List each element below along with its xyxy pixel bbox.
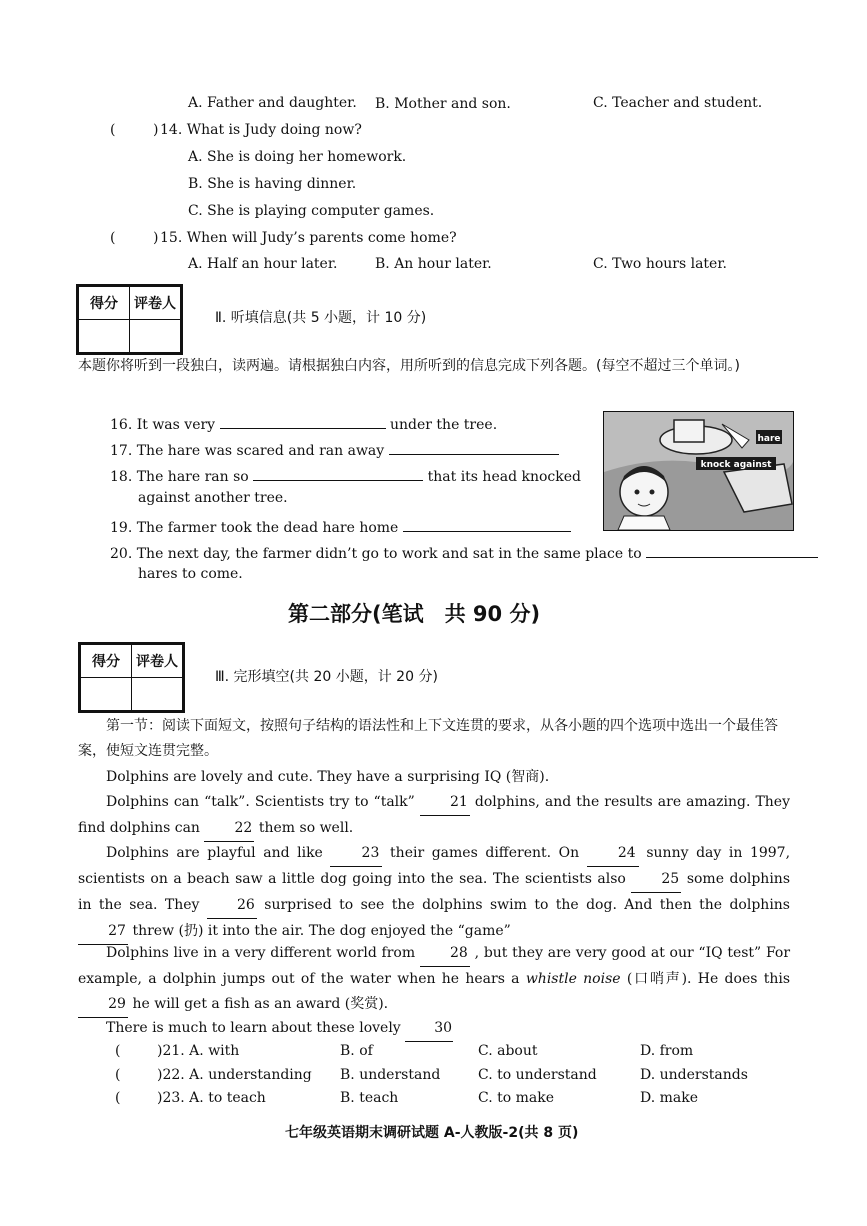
hare-illustration bbox=[603, 411, 794, 531]
q14-option-b: B. She is having dinner. bbox=[188, 176, 357, 192]
q15-question: 15. When will Judy’s parents come home? bbox=[160, 230, 457, 246]
q16-text-b: under the tree. bbox=[390, 417, 498, 433]
q14-option-c: C. She is playing computer games. bbox=[188, 203, 435, 219]
mc23-option-d: D. make bbox=[640, 1090, 699, 1106]
p2-text-c: them so well. bbox=[258, 820, 354, 836]
mc22-option-c: C. to understand bbox=[478, 1067, 597, 1083]
q18-text-b: that its head knocked bbox=[427, 469, 581, 485]
q19-blank[interactable] bbox=[403, 515, 571, 532]
mc21-paren: ( bbox=[115, 1043, 121, 1059]
passage-p4 bbox=[78, 941, 790, 1018]
pic-label-hare: hare bbox=[757, 434, 781, 444]
score-box bbox=[76, 284, 183, 355]
p2-text-a: Dolphins can “talk”. Scientists try to “talk” bbox=[106, 794, 415, 810]
q14-question: 14. What is Judy doing now? bbox=[160, 122, 362, 138]
p3-text-e: surprised to see the dolphins swim to the dog. And then the dolphins bbox=[264, 897, 790, 913]
q15-option-b: B. An hour later. bbox=[375, 256, 492, 272]
q13-option-b: B. Mother and son. bbox=[375, 96, 511, 112]
q16 bbox=[110, 412, 497, 433]
q15-paren-open: ( bbox=[110, 230, 116, 246]
p3-text-f: threw (扔) it into the air. The dog enjoyed the “game” bbox=[132, 923, 511, 939]
mc22-option-d: D. understands bbox=[640, 1067, 748, 1083]
q20-text-b: hares to come. bbox=[138, 566, 243, 582]
q19 bbox=[110, 515, 571, 536]
section-2-instruction: 本题你将听到一段独白，读两遍。请根据独白内容，用所听到的信息完成下列各题。(每空不超过三个单词。) bbox=[78, 358, 740, 374]
score-cell-2 bbox=[81, 678, 132, 711]
q14-paren-open: ( bbox=[110, 122, 116, 138]
mc22-option-a: )22. A. understanding bbox=[157, 1067, 312, 1083]
blank-22[interactable]: 22 bbox=[204, 816, 254, 842]
blank-25[interactable]: 25 bbox=[631, 867, 681, 893]
p4-text-a: Dolphins live in a very different world from bbox=[106, 945, 416, 961]
passage-p5 bbox=[78, 1016, 790, 1042]
blank-30[interactable]: 30 bbox=[405, 1016, 453, 1042]
p5-text-a: There is much to learn about these lovely bbox=[106, 1020, 401, 1036]
q17-text: 17. The hare was scared and ran away bbox=[110, 443, 385, 459]
blank-27[interactable]: 27 bbox=[78, 919, 128, 945]
cartoon-drawing bbox=[604, 412, 793, 530]
p4-text-d: he will get a fish as an award (奖赏). bbox=[132, 996, 389, 1012]
score-label: 得分 bbox=[79, 287, 130, 320]
q16-blank[interactable] bbox=[220, 412, 386, 429]
mc22-paren: ( bbox=[115, 1067, 121, 1083]
q15-paren-close: ) bbox=[153, 230, 159, 246]
mc21-option-d: D. from bbox=[640, 1043, 694, 1059]
p2-text-b: dolphins, and the results are amazing. They find dolphins can bbox=[78, 794, 790, 836]
q14-paren-close: ) bbox=[153, 122, 159, 138]
q18 bbox=[110, 464, 581, 485]
section-3-instruction: 第一节：阅读下面短文，按照句子结构的语法性和上下文连贯的要求，从各小题的四个选项中选出一个最佳答案，使短文连贯完整。 bbox=[78, 718, 778, 759]
grader-cell bbox=[130, 320, 181, 353]
q18-text-a: 18. The hare ran so bbox=[110, 469, 249, 485]
mc23-paren: ( bbox=[115, 1090, 121, 1106]
grader-label-2: 评卷人 bbox=[132, 645, 183, 678]
q17-blank[interactable] bbox=[389, 438, 559, 455]
q15-option-a: A. Half an hour later. bbox=[188, 256, 338, 272]
mc21-option-b: B. of bbox=[340, 1043, 373, 1059]
section-3-title: Ⅲ. 完形填空(共 20 小题，计 20 分) bbox=[215, 669, 438, 685]
q13-option-c: C. Teacher and student. bbox=[593, 95, 763, 111]
score-cell bbox=[79, 320, 130, 353]
blank-21[interactable]: 21 bbox=[420, 790, 470, 816]
p3-text-d: some dolphins in the sea. They bbox=[78, 871, 791, 913]
p4-text-b: , but they are very good at our “IQ test” For example, a dolphin jumps out of the water when he hears a bbox=[78, 945, 791, 987]
p3-text-c: sunny day in 1997, scientists on a beach saw a little dog going into the sea. The scientists also bbox=[78, 845, 791, 887]
blank-26[interactable]: 26 bbox=[207, 893, 257, 919]
p3-text-b: their games different. On bbox=[390, 845, 580, 861]
blank-28[interactable]: 28 bbox=[420, 941, 470, 967]
p4-italic: whistle noise bbox=[525, 971, 621, 987]
q18-text-c: against another tree. bbox=[138, 490, 288, 506]
mc21-option-a: )21. A. with bbox=[157, 1043, 240, 1059]
mc23-option-a: )23. A. to teach bbox=[157, 1090, 266, 1106]
score-label-2: 得分 bbox=[81, 645, 132, 678]
mc21-option-c: C. about bbox=[478, 1043, 538, 1059]
passage-p3 bbox=[78, 841, 790, 945]
passage-p1: Dolphins are lovely and cute. They have a surprising IQ (智商). bbox=[106, 769, 550, 785]
mc23-option-b: B. teach bbox=[340, 1090, 399, 1106]
grader-label: 评卷人 bbox=[130, 287, 181, 320]
q20-text-a: 20. The next day, the farmer didn’t go to work and sat in the same place to bbox=[110, 546, 642, 562]
q17 bbox=[110, 438, 559, 459]
section-2-title: Ⅱ. 听填信息(共 5 小题，计 10 分) bbox=[215, 310, 427, 326]
p3-text-a: Dolphins are playful and like bbox=[106, 845, 323, 861]
page-footer: 七年级英语期末调研试题 A-人教版-2(共 8 页) bbox=[285, 1125, 579, 1141]
q19-text: 19. The farmer took the dead hare home bbox=[110, 520, 399, 536]
mc23-option-c: C. to make bbox=[478, 1090, 555, 1106]
p4-text-c: (口哨声). He does this bbox=[626, 971, 791, 987]
mc22-option-b: B. understand bbox=[340, 1067, 441, 1083]
blank-23[interactable]: 23 bbox=[330, 841, 382, 867]
q13-option-a: A. Father and daughter. bbox=[188, 95, 357, 111]
part-2-title: 第二部分(笔试 共 90 分) bbox=[288, 602, 541, 626]
q15-option-c: C. Two hours later. bbox=[593, 256, 727, 272]
q16-text-a: 16. It was very bbox=[110, 417, 216, 433]
passage-p2 bbox=[78, 790, 790, 842]
q20 bbox=[110, 541, 818, 562]
blank-29[interactable]: 29 bbox=[78, 992, 128, 1018]
score-box-2 bbox=[78, 642, 185, 713]
blank-24[interactable]: 24 bbox=[587, 841, 639, 867]
q14-option-a: A. She is doing her homework. bbox=[188, 149, 407, 165]
pic-label-knock: knock against bbox=[700, 460, 772, 470]
grader-cell-2 bbox=[132, 678, 183, 711]
q18-blank[interactable] bbox=[253, 464, 423, 481]
q20-blank[interactable] bbox=[646, 541, 818, 558]
